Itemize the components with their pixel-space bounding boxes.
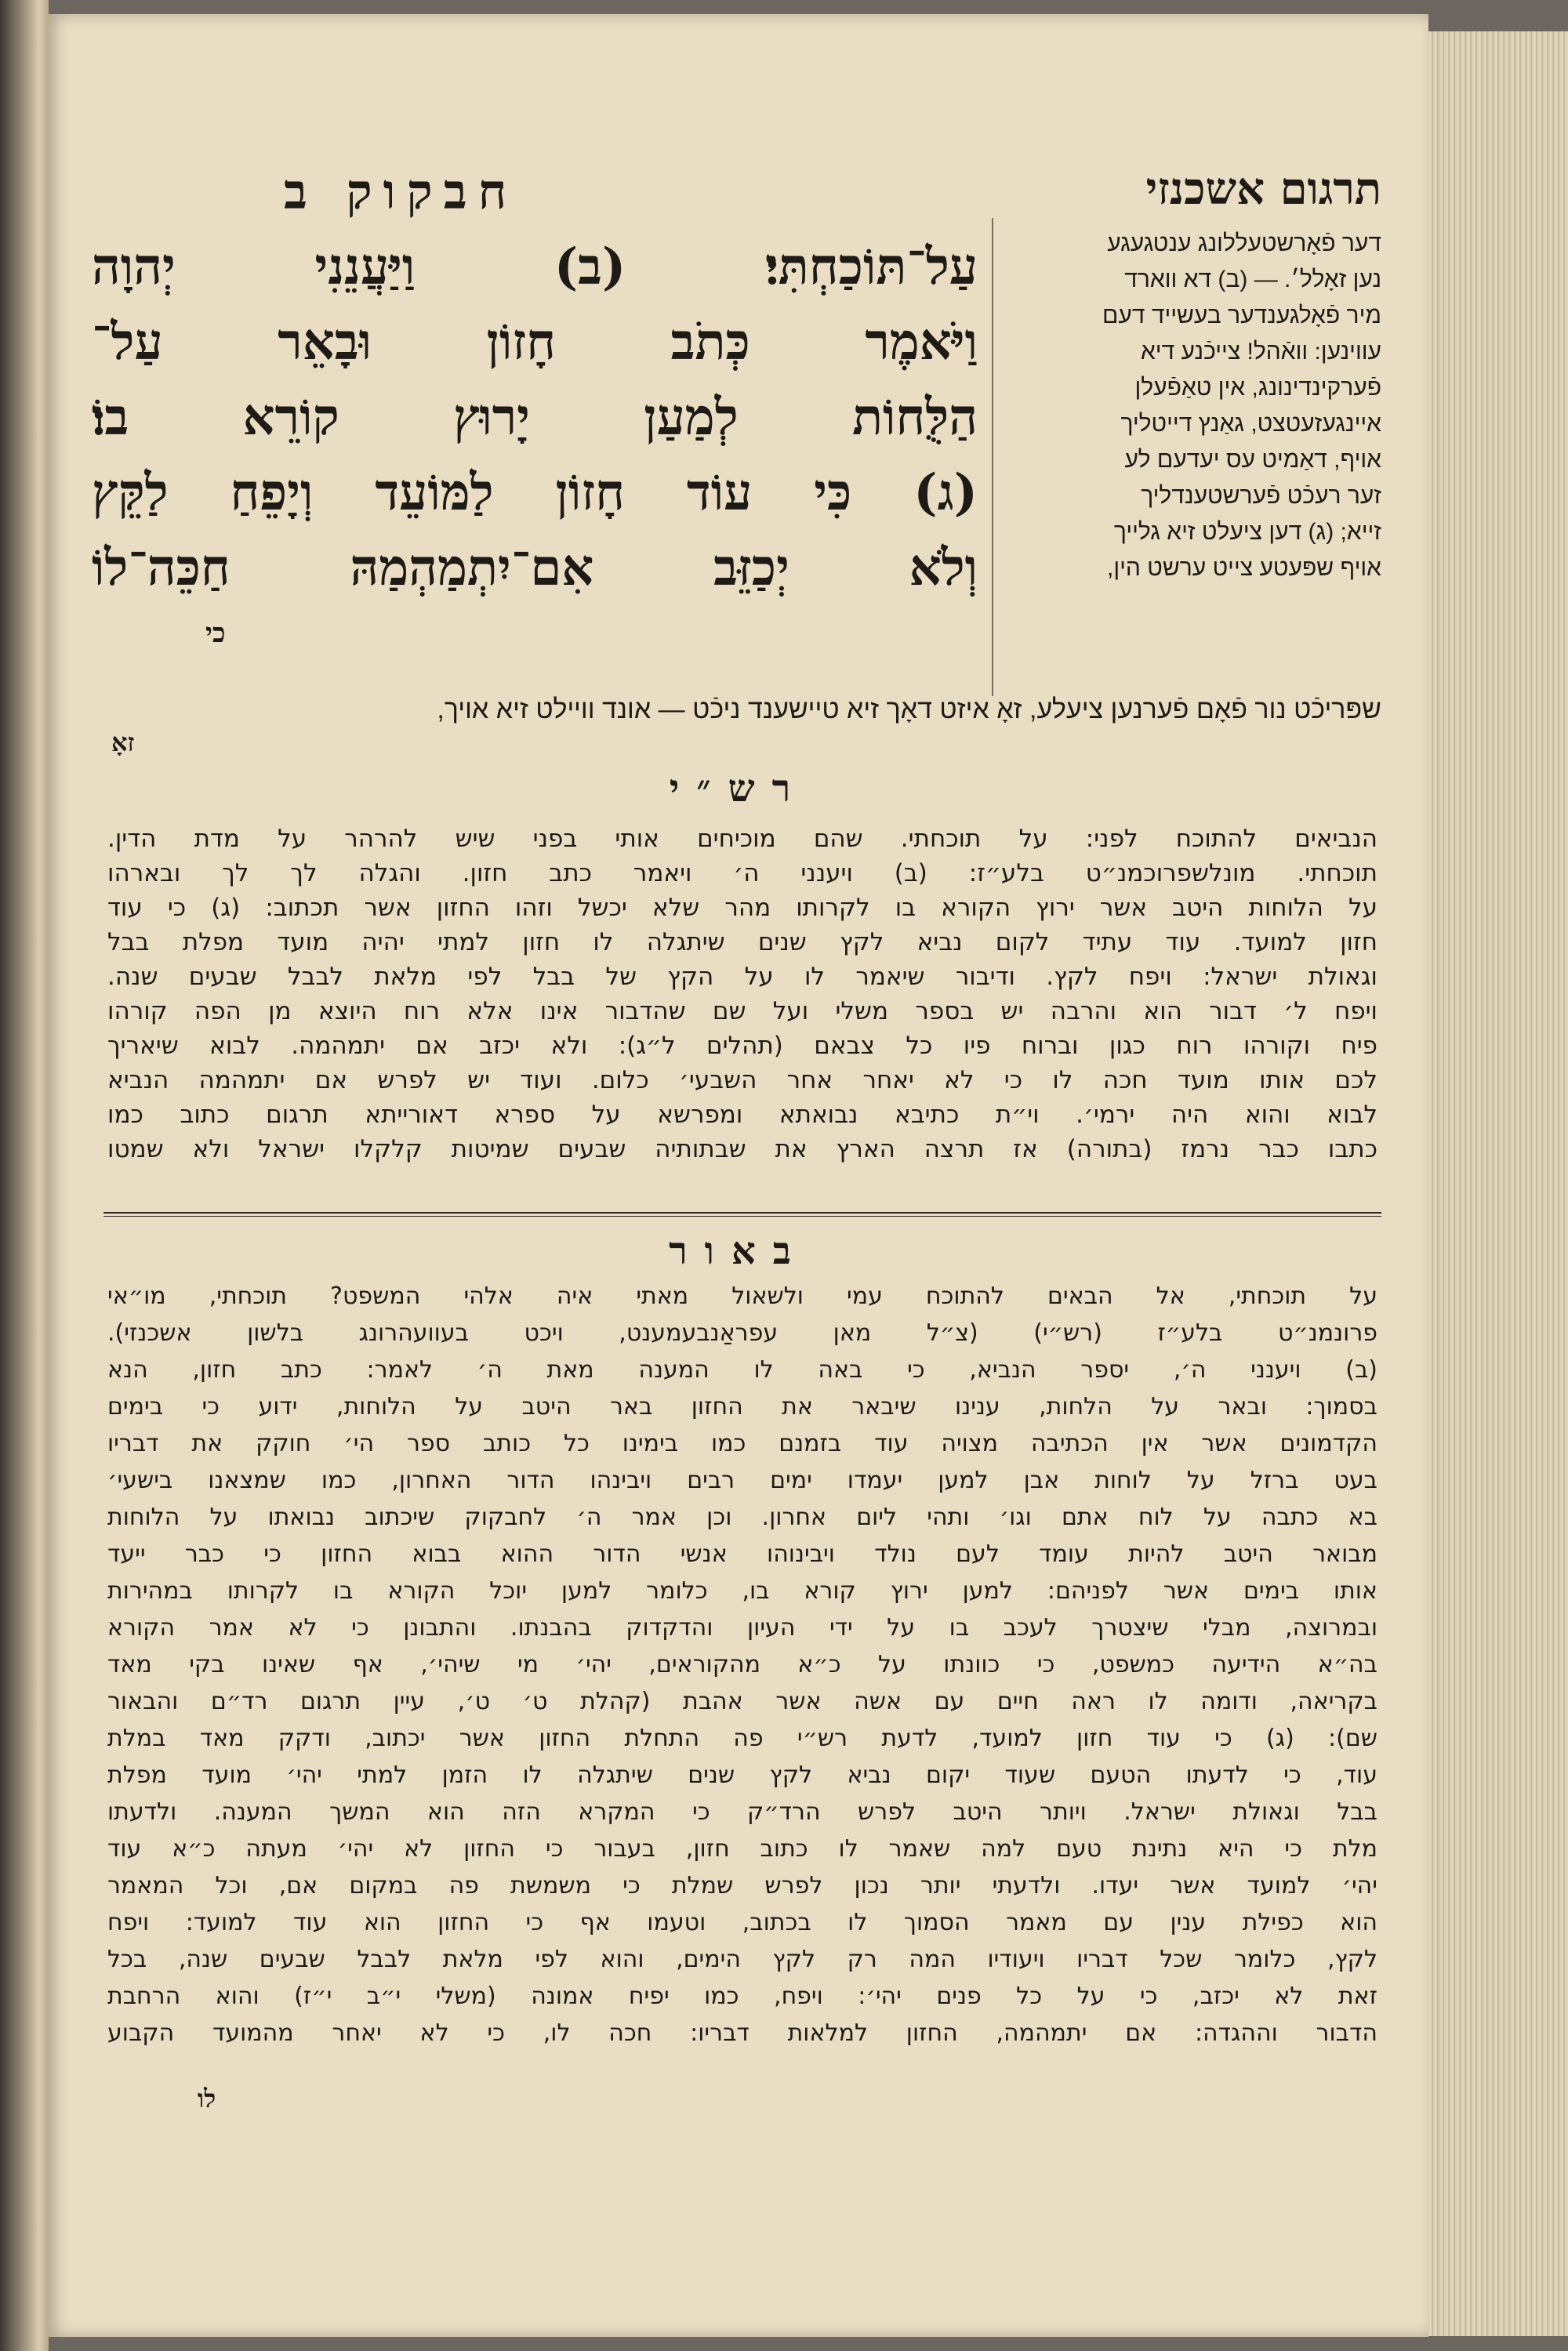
biur-line: זאת לא יכזב, כי על כל פנים יהי׳: ויפח, כמו יפיח אמונה (משלי י״ב י״ז) והוא הרחבת xyxy=(107,1983,1377,2010)
biur-line: לקץ, כלומר שכל דבריו ויעודיו המה רק לקץ הימים, והוא לפי מלאת לבבל שבעים שנה, בכל xyxy=(107,1946,1377,1973)
translation-line: דער פֿאָרשטעללונג ענטגעגע xyxy=(1107,230,1381,256)
translation-line: זער רעכֿט פֿערשטענדליך xyxy=(1141,483,1381,509)
biur-line: עוד, כי לדעתו הטעם שעוד יקום נביא לקץ שנים שיתגלה לו הזמן למתי יהי׳ מועד מפלת xyxy=(107,1761,1377,1789)
rashi-line: כתבו כבר נרמז (בתורה) אז תרצה הארץ את שבתותיה שבעים שמיטות קלקלו ישראל ולא שמטו xyxy=(107,1135,1377,1163)
rashi-line: חזון למועד. עוד עתיד לקום נביא לקץ שנים שיתגלה לו חזון למתי יהיה מועד מפלת בבל xyxy=(107,928,1377,956)
scripture-line: הַלֻּחוֹת לְמַעַן יָרוּץ קוֹרֵא בוֹ׃ xyxy=(92,388,978,447)
biur-line: בבל וגאולת ישראל. ויותר היטב לפרש הרד״ק כי המקרא הזה הוא המשך המענה. ולדעתו xyxy=(107,1798,1377,1826)
biur-line: מבואר היטב להיות עומד לעם נולד ויבינוהו אנשי הדור ההוא בבוא החזון כי כבר ייעד xyxy=(107,1540,1377,1568)
biur-line: בקריאה, ודומה לו ראה חיים עם אשה אשר אהבת (קהלת ט׳ ט׳, עיין תרגום רד״ם והבאור xyxy=(107,1688,1377,1715)
scripture-line: וַיֹּאמֶר כְּתֹב חָזוֹן וּבָאֵר עַל־ xyxy=(92,313,978,372)
biur-line: בא כתבה על לוח אתם וגו׳ ותהי ליום אחרון. וכן אמר ה׳ לחבקוק שיכתוב נבואתו על הלוחות xyxy=(107,1504,1377,1531)
biur-line: ובמרוצה, מבלי שיצטרך לעכב בו על ידי העיון והדקדוק בהבנתו. והתבונן כי לא אמר הקורא xyxy=(107,1614,1377,1642)
biur-commentary xyxy=(107,1278,1377,2052)
rashi-line: לבוא והוא היה ירמי׳. וי״ת כתיבא נבואתא ומפרשא על ספרא דאורייתא תרגום כתוב כמו xyxy=(107,1101,1377,1129)
translation-line: מיר פֿאָלגענדער בעשייד דעם xyxy=(1102,303,1381,328)
biur-line: בסמוך: ובאר על הלחות, ענינו שיבאר את החזון באר היטב על הלוחות, ידוע כי בימים xyxy=(107,1393,1377,1420)
section-rule xyxy=(103,1212,1381,1214)
translation-catchword: זאָ xyxy=(111,727,135,757)
running-header xyxy=(96,163,1381,226)
page-stack-edge xyxy=(1428,31,1568,2336)
biur-line: הוא כפילת ענין עם מאמר הסמוך לו בכתוב, וטעמו אף כי החזון הוא עוד למועד: ויפח xyxy=(107,1909,1377,1936)
column-divider xyxy=(992,218,993,696)
translation-line: אויף שפּעטע צייט ערשט הין, xyxy=(1107,555,1381,581)
biur-line: בה״א הידיעה כמשפט, כי כוונתו על כ״א מהקוראים, יהי׳ מי שיהי׳, אף שאינו בקי מאד xyxy=(107,1651,1377,1678)
biur-line: יהי׳ למועד אשר יעדו. ולדעתי יותר נכון לפרש שמלת כי משמשת פה במקום אם, וכל המאמר xyxy=(107,1872,1377,1899)
biur-line: אותו בימים אשר לפניהם: למען ירוץ קורא בו, כלומר למען יוכל הקורא בו לקרותו במהירות xyxy=(107,1577,1377,1605)
biur-line: על תוכחתי, אל הבאים להתוכח עמי ולשאול מאתי איה אלהי המשפט? תוכחתי, מו״אי xyxy=(107,1283,1377,1310)
translation-line: זייא; (ג) דען ציעלט זיא גלייך xyxy=(1113,519,1381,545)
book-chapter-title: חבקוק ב xyxy=(284,163,518,220)
facing-page-edge xyxy=(0,0,49,2351)
rashi-line: וגאולת ישראל: ויפח לקץ. ודיבור שיאמר לו על הקץ של בבל לפי מלאת לבבל שבעים שנה. xyxy=(107,963,1377,991)
rashi-line: תוכחתי. מונלשפרוכמנ״ט בלע״ז: (ב) ויענני ה׳ ויאמר כתב חזון. והגלה לך לך ובארהו xyxy=(107,859,1377,887)
rashi-title: רש״י xyxy=(669,767,808,811)
translation-line: איינגעזעטצט, גאַנץ דייטליך xyxy=(1120,411,1381,437)
section-rule-thin xyxy=(103,1216,1381,1217)
biur-line: מלת כי היא נתינת טעם למה שאמר לו כתוב חזון, בעבור כי החזון לא יהי׳ מעתה כ״א עוד xyxy=(107,1835,1377,1863)
rashi-line: פיח וקורהו רוח כגון וברוח פיו כל צבאם (תהלים ל״ג): ולא יכזב אם יתמהמה. לבוא שיאריך xyxy=(107,1032,1377,1060)
biur-line: (ב) ויענני ה׳, יספר הנביא, כי באה לו המענה מאת ה׳ לאמר: כתב חזון, הנא xyxy=(107,1356,1377,1384)
scripture-text xyxy=(92,230,978,606)
biur-line: פרונמנ״ט בלע״ז (רש״י) (צ״ל מאן עפראַנבעמענט, ויכט בעוועהרונג בלשון אשכנזי). xyxy=(107,1319,1377,1347)
translation-line: נען זאָלל׳. — (ב) דא ווארד xyxy=(1124,267,1381,292)
translation-line: פֿערקינדינונג, אין טאַפֿעלן xyxy=(1134,375,1381,401)
biur-line: הדבור וההגדה: אם יתמהמה, החזון למלאות דבריו: חכה לו, כי לא יאחר מהמועד הקבוע xyxy=(107,2019,1377,2047)
rashi-line: על הלוחות היטב אשר ירוץ הקורא בו לקרותו מהר שלא יכשל וזהו החזון אשר תכתוב: (ג) כי עוד xyxy=(107,894,1377,922)
rashi-line: לכם אותו מועד חכה לו כי לא יאחר אחר השבעי׳ כלום. ועוד יש לפרש אם יתמהמה הנביא xyxy=(107,1066,1377,1094)
biur-title: באור xyxy=(669,1229,808,1273)
translation-line: עווינען: וואֿהל! צייכֿנע דיא xyxy=(1140,339,1381,365)
biur-line: בעט ברזל על לוחות אבן למען יעמדו ימים רבים ויבינהו הדור האחרון, כמו שמצאנו בישעי׳ xyxy=(107,1467,1377,1494)
scripture-line: (ג) כִּי עוֹד חָזוֹן לַמּוֹעֵד וְיָפֵחַ לַקֵּץ xyxy=(92,463,978,522)
biur-catchword: לו xyxy=(198,2084,216,2113)
rashi-commentary xyxy=(107,822,1377,1166)
biur-line: שם): (ג) כי עוד חזון למועד, לדעת רש״י פה התחלת החזון אשר יכתוב, ודקק מאד במלת xyxy=(107,1725,1377,1752)
translation-column xyxy=(1005,226,1381,586)
biur-line: הקדמונים אשר אין הכתיבה מצויה עוד בזמנם כמו בימינו כל כותב ספר הי׳ חוקק את דבריו xyxy=(107,1430,1377,1457)
scripture-catchword: כי xyxy=(205,618,226,649)
scripture-line: עַל־תּוֹכַחְתִּי׃ (ב) וַיַּעֲנֵנִי יְהוָה xyxy=(92,238,978,296)
translation-title: תרגום אשכנזי xyxy=(1145,163,1381,215)
scripture-line: וְלֹא יְכַזֵּב אִם־יִתְמַהְמַהּ חַכֵּה־לוֹ xyxy=(92,539,978,597)
book-page xyxy=(49,14,1428,2337)
rashi-line: ויפח ל׳ דבור הוא והרבה יש בספר משלי ועל שם שהדבור אינו אלא רוח היוצא מן הפה קורהו xyxy=(107,997,1377,1025)
rashi-line: הנביאים להתוכח לפני: על תוכחתי. שהם מוכיחים אותי בפני שיש להרהר על מדת הדין. xyxy=(107,825,1377,853)
translation-line: אויף, דאַמיט עס יעדעם לע xyxy=(1124,447,1381,473)
translation-wide-line: שפּריכֿט נור פֿאָם פֿערנען ציעלע, זאָ איזט דאָך זיא טיישענד ניכֿט — אונד ווײלט זיא אויך, xyxy=(437,695,1381,724)
